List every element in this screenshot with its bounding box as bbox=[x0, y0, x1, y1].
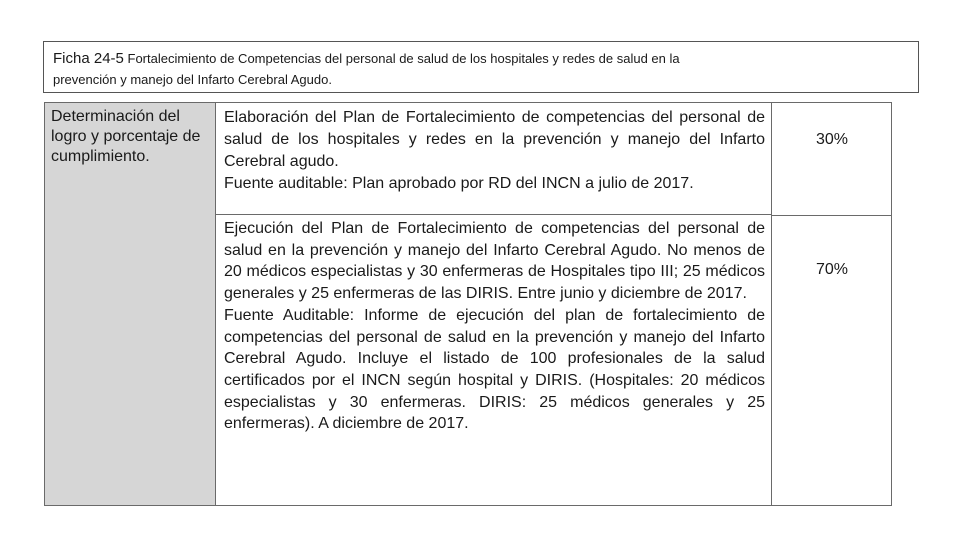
header-line-1 bbox=[53, 48, 918, 69]
table-row bbox=[216, 216, 771, 505]
row-description: Elaboración del Plan de Fortalecimiento de competencias del personal de salud de los hospitales y redes en la prevención y manejo del Infarto Cerebral agudo. bbox=[224, 109, 765, 170]
row-description: Ejecución del Plan de Fortalecimiento de competencias del personal de salud en la prevención y manejo del Infarto Cerebral Agudo. No menos de 20 médicos especialistas y 30 enfermeras de Hospitales tipo III; 25 médicos generales y 25 enfermeras de las DIRIS. Entre junio y diciembre de 2017. bbox=[224, 220, 765, 303]
row-percentage: 30% bbox=[815, 131, 849, 148]
achievement-table bbox=[44, 102, 892, 506]
ficha-title-line-2: prevención y manejo del Infarto Cerebral Agudo. bbox=[53, 72, 332, 87]
row-source: Fuente Auditable: Informe de ejecución del plan de fortalecimiento de competencias del personal de salud en la prevención y manejo del Infarto Cerebral Agudo. Incluye el listado de 100 profesionales de la salud certificados por el INCN según hospital y DIRIS. (Hospitales: 20 médicos especialistas y 30 enfermeras. DIRIS: 25 médicos generales y 25 enfermeras). A diciembre de 2017. bbox=[224, 306, 765, 433]
row-divider bbox=[772, 215, 891, 216]
achievement-label-cell: Determinación del logro y porcentaje de cumplimiento. bbox=[45, 103, 216, 505]
row-percentage: 70% bbox=[815, 261, 849, 278]
ficha-title-line-1: Fortalecimiento de Competencias del personal de salud de los hospitales y redes de salud en la bbox=[127, 51, 680, 66]
ficha-header bbox=[43, 41, 919, 93]
table-row bbox=[216, 103, 771, 215]
description-column bbox=[216, 103, 772, 505]
row-source: Fuente auditable: Plan aprobado por RD del INCN a julio de 2017. bbox=[224, 175, 694, 192]
ficha-label: Ficha 24-5 bbox=[53, 50, 124, 67]
